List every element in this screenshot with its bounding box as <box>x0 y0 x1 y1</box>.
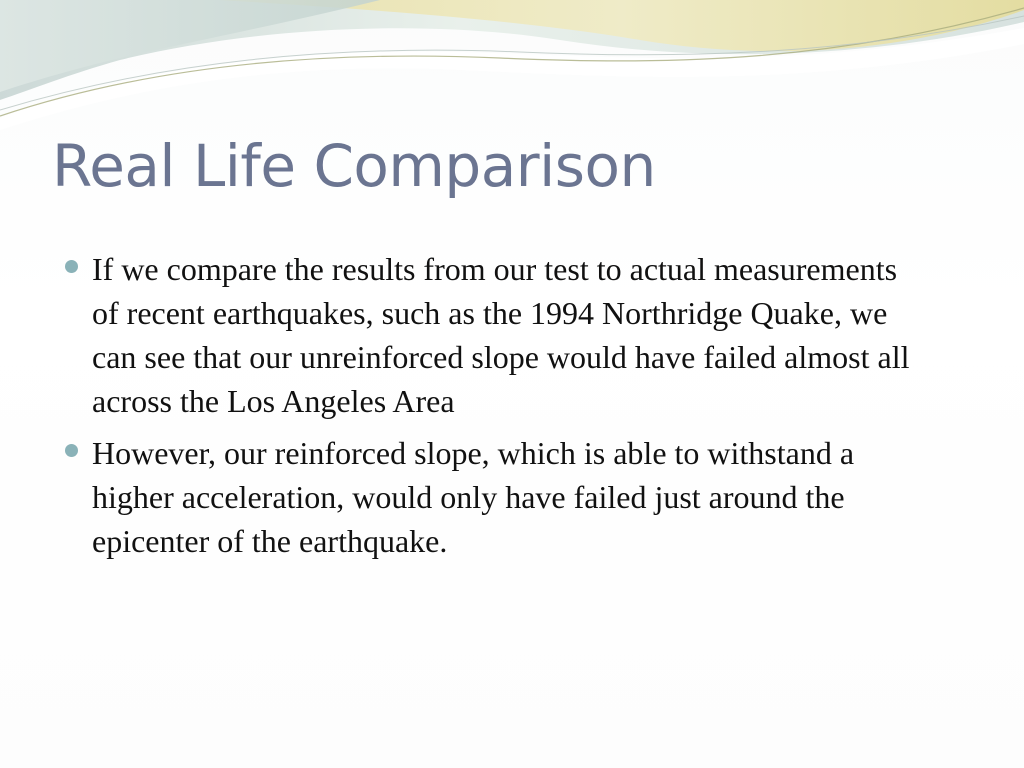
bullet-list <box>92 247 922 571</box>
bullet-item <box>92 431 922 563</box>
bullet-item <box>92 247 922 423</box>
bullet-text: However, our reinforced slope, which is able to withstand a higher acceleration, would only have failed just around the epicenter of the earthquake. <box>92 435 855 559</box>
bullet-dot-icon <box>65 260 78 273</box>
bullet-dot-icon <box>65 444 78 457</box>
slide-title: Real Life Comparison <box>52 132 656 200</box>
bullet-text: If we compare the results from our test to actual measurements of recent earthquakes, such as the 1994 Northridge Quake, we can see that our unreinforced slope would have failed almost all across the Los Angeles Area <box>92 251 910 419</box>
header-wave-decoration <box>0 0 1024 130</box>
